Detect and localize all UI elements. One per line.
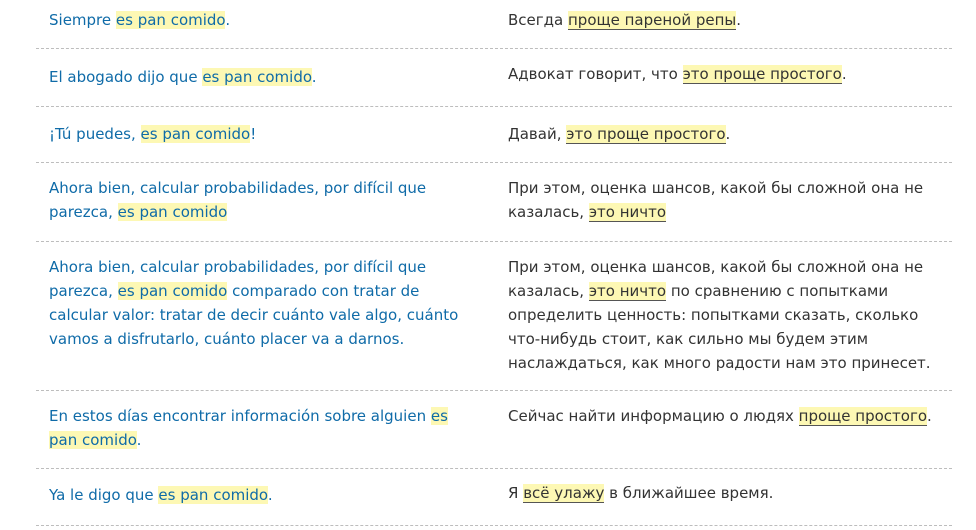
example-row <box>36 0 952 49</box>
source-sentence[interactable] <box>36 483 494 525</box>
source-highlight: es pan comido <box>117 203 228 221</box>
target-highlight: всё улажу <box>523 484 605 502</box>
target-text: в ближайшее время. <box>604 484 774 502</box>
target-highlight: это ничто <box>588 203 667 221</box>
example-row <box>36 49 952 107</box>
target-text: При этом, оценка шансов, какой бы сложной она не казалась, <box>508 179 924 221</box>
target-text: Давай, <box>508 125 567 143</box>
target-text: Всегда <box>508 11 568 29</box>
source-text: Ya le digo que <box>49 486 159 504</box>
target-text: . <box>841 65 847 83</box>
source-sentence[interactable] <box>36 404 494 468</box>
example-row <box>36 469 952 526</box>
target-text: Сейчас найти информацию о людях <box>508 407 799 425</box>
target-highlight: проще пареной репы <box>567 11 737 29</box>
target-text: . <box>736 11 742 29</box>
target-sentence <box>494 62 952 106</box>
target-highlight: это ничто <box>588 282 667 300</box>
source-highlight: es pan comido <box>117 282 228 300</box>
source-sentence[interactable] <box>36 255 494 390</box>
target-text: . <box>927 407 932 425</box>
target-sentence <box>494 176 952 241</box>
source-text: . <box>225 11 231 29</box>
source-text: En estos días encontrar información sobre alguien <box>49 407 431 425</box>
target-text: . <box>725 125 731 143</box>
target-sentence <box>494 122 952 162</box>
target-highlight: это проще простого <box>566 125 726 143</box>
target-sentence <box>494 8 952 48</box>
target-text: При этом, оценка шансов, какой бы сложной она не казалась, <box>508 258 924 300</box>
source-text: ¡Tú puedes, <box>49 125 141 143</box>
source-text: El abogado dijo que <box>49 68 203 86</box>
source-text: . <box>267 486 273 504</box>
source-highlight: es pan comido <box>49 407 448 449</box>
target-highlight: это проще простого <box>682 65 842 83</box>
source-highlight: es pan comido <box>202 68 312 86</box>
source-sentence[interactable] <box>36 176 494 241</box>
target-sentence <box>494 481 952 525</box>
source-text: . <box>311 68 317 86</box>
source-text: ! <box>250 125 257 143</box>
target-text: Я <box>508 484 524 502</box>
target-text: Адвокат говорит, что <box>508 65 683 83</box>
target-sentence <box>494 404 952 468</box>
example-row <box>36 242 952 391</box>
source-sentence[interactable] <box>36 65 494 106</box>
target-sentence <box>494 255 952 390</box>
example-row <box>36 391 952 469</box>
target-text: по сравнению с попытками определить ценность: попытками сказать, сколько что-нибудь стоит, как сильно мы будем этим наслаждаться, как много радости нам это принесет. <box>508 282 931 372</box>
source-sentence[interactable] <box>36 122 494 162</box>
example-row <box>36 163 952 242</box>
source-text: Ahora bien, calcular probabilidades, por difícil que parezca, <box>49 258 427 300</box>
source-text: Ahora bien, calcular probabilidades, por difícil que parezca, <box>49 179 427 221</box>
source-sentence[interactable] <box>36 8 494 48</box>
target-highlight: проще простого <box>798 407 928 425</box>
source-text: comparado con tratar de calcular valor: tratar de decir cuánto vale algo, cuánto vamos a disfrutarlo, cuánto placer va a darnos. <box>49 282 459 348</box>
source-text: . <box>136 431 142 449</box>
source-highlight: es pan comido <box>158 486 268 504</box>
source-highlight: es pan comido <box>115 11 226 29</box>
example-row <box>36 107 952 163</box>
source-text: Siempre <box>49 11 116 29</box>
source-highlight: es pan comido <box>140 125 251 143</box>
